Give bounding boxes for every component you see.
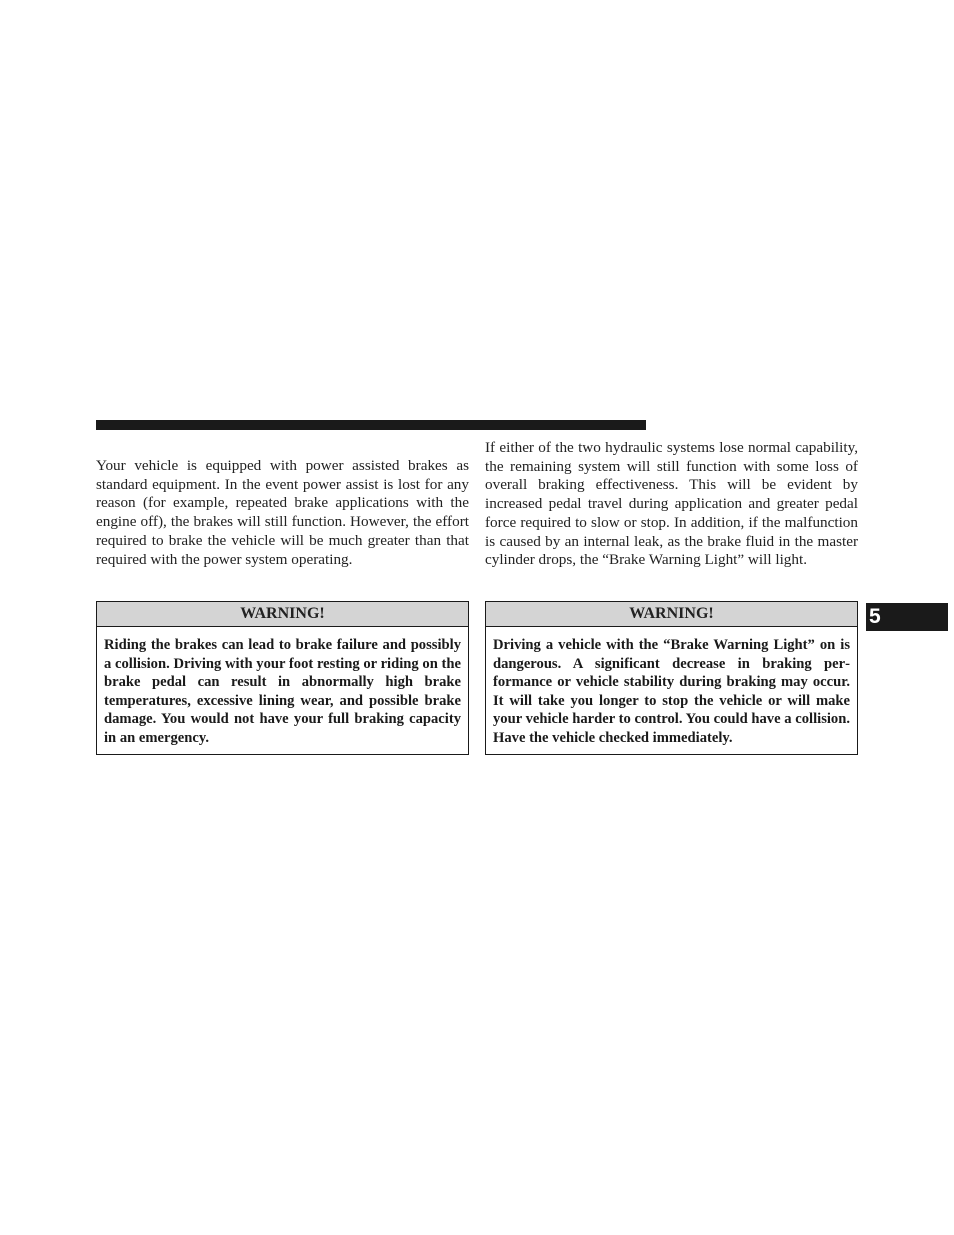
hydraulic-systems-paragraph: If either of the two hydraulic systems lose normal capability, the remaining system will still function with some loss of overall braking effectiveness. This will be evident by increased pedal travel during application and greater pedal force required to slow or stop. In addition, if the malfunction is caused by an internal leak, as the brake fluid in the master cylinder drops, the “Brake Warning Light” will light. bbox=[485, 439, 858, 569]
left-column bbox=[96, 457, 469, 569]
right-column bbox=[485, 439, 858, 570]
riding-brakes-warning-box bbox=[96, 601, 469, 755]
chapter-tab: 5 bbox=[866, 603, 948, 631]
brake-warning-light-warning-box bbox=[485, 601, 858, 755]
section-heading-rule bbox=[96, 420, 646, 430]
warning-text: Driving a vehicle with the “Brake Warning Light” on is dangerous. A significant decrease in braking performance or vehicle stability during braking may occur. It will take you longer to stop the vehicle or will make your vehicle harder to control. You could have a collision. Have the vehicle checked immediately. bbox=[493, 637, 850, 746]
warning-title: WARNING! bbox=[486, 602, 857, 627]
warning-title: WARNING! bbox=[97, 602, 468, 627]
power-brakes-paragraph: Your vehicle is equipped with power assisted brakes as standard equipment. In the event power assist is lost for any reason (for example, repeated brake applications with the engine off), the brakes will still function. However, the effort required to brake the vehicle will be much greater than that required with the power system operating. bbox=[96, 457, 469, 568]
warning-text: Riding the brakes can lead to brake failure and possibly a collision. Driving with your foot resting or riding on the brake pedal can result in abnormally high brake temperatures, excessive lining wear, and possible brake damage. You would not have your full braking capacity in an emergency. bbox=[104, 637, 461, 746]
